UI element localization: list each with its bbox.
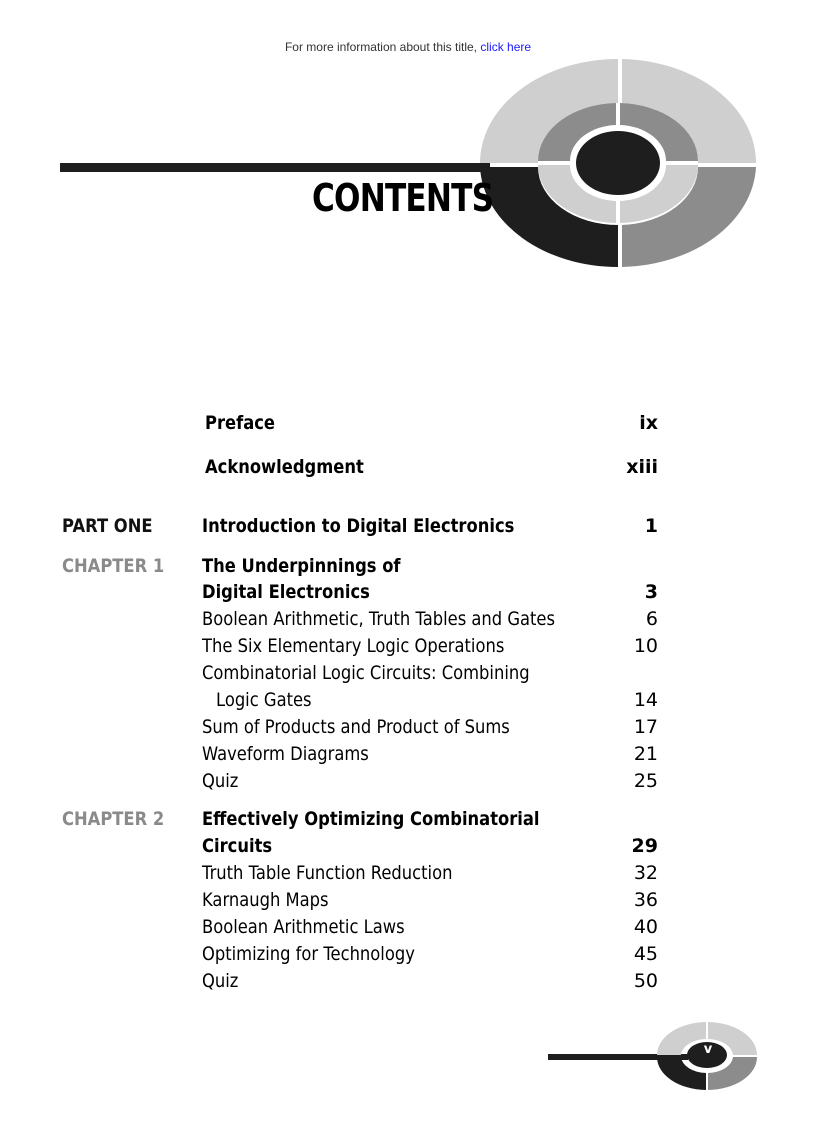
toc-entry-title: Karnaugh Maps bbox=[202, 889, 329, 911]
toc-entry-title: Preface bbox=[205, 412, 276, 434]
page-title: CONTENTS bbox=[312, 176, 494, 220]
page-number: v bbox=[703, 1042, 713, 1057]
toc-entry-title: Sum of Products and Product of Sums bbox=[202, 716, 510, 738]
click-here-link[interactable]: click here bbox=[480, 40, 532, 54]
toc-entry-page: 14 bbox=[633, 689, 658, 711]
toc-entry-page: xiii bbox=[626, 456, 658, 478]
toc-entry-page: 29 bbox=[631, 835, 658, 857]
toc-entry-page: 17 bbox=[633, 716, 658, 738]
chapter-title-line: Effectively Optimizing Combinatorial bbox=[202, 808, 540, 830]
chapter-title-line: Circuits bbox=[202, 835, 273, 857]
toc-entry-title: Truth Table Function Reduction bbox=[202, 862, 453, 884]
toc-entry-page: 40 bbox=[633, 916, 658, 938]
top-note-text: For more information about this title, bbox=[284, 40, 481, 54]
toc-entry-title: Optimizing for Technology bbox=[202, 943, 415, 965]
chapter-label: CHAPTER 1 bbox=[62, 555, 165, 577]
chapter-title-line: The Underpinnings of bbox=[202, 555, 401, 577]
toc-entry-title: Boolean Arithmetic, Truth Tables and Gates bbox=[202, 608, 556, 630]
toc-entry-page: 45 bbox=[633, 943, 658, 965]
toc-entry-page: 32 bbox=[633, 862, 658, 884]
chapter-label: CHAPTER 2 bbox=[62, 808, 165, 830]
target-graphic bbox=[478, 57, 758, 269]
toc-entry-page: 1 bbox=[644, 515, 658, 537]
toc-entry-page: ix bbox=[639, 412, 658, 434]
toc-entry-page: 36 bbox=[633, 889, 658, 911]
toc-entry-page: 21 bbox=[633, 743, 658, 765]
top-note bbox=[0, 40, 816, 54]
toc-entry-title: Acknowledgment bbox=[205, 456, 364, 478]
toc-entry-page: 50 bbox=[633, 970, 658, 992]
toc-entry-title: Waveform Diagrams bbox=[202, 743, 369, 765]
toc-entry-title: Logic Gates bbox=[216, 689, 312, 711]
toc-entry-page: 3 bbox=[644, 581, 658, 603]
toc-entry-page: 25 bbox=[633, 770, 658, 792]
toc-entry-title: Quiz bbox=[202, 770, 239, 792]
toc-entry-title: Quiz bbox=[202, 970, 239, 992]
toc-entry-title: Combinatorial Logic Circuits: Combining bbox=[202, 662, 530, 684]
toc-entry-title: The Six Elementary Logic Operations bbox=[202, 635, 505, 657]
toc-entry-page: 10 bbox=[633, 635, 658, 657]
toc-entry-page: 6 bbox=[645, 608, 658, 630]
toc-entry-title: Introduction to Digital Electronics bbox=[202, 515, 515, 537]
part-label: PART ONE bbox=[62, 515, 153, 537]
chapter-title-line: Digital Electronics bbox=[202, 581, 370, 603]
header-rule bbox=[60, 163, 490, 172]
toc-entry-title: Boolean Arithmetic Laws bbox=[202, 916, 405, 938]
